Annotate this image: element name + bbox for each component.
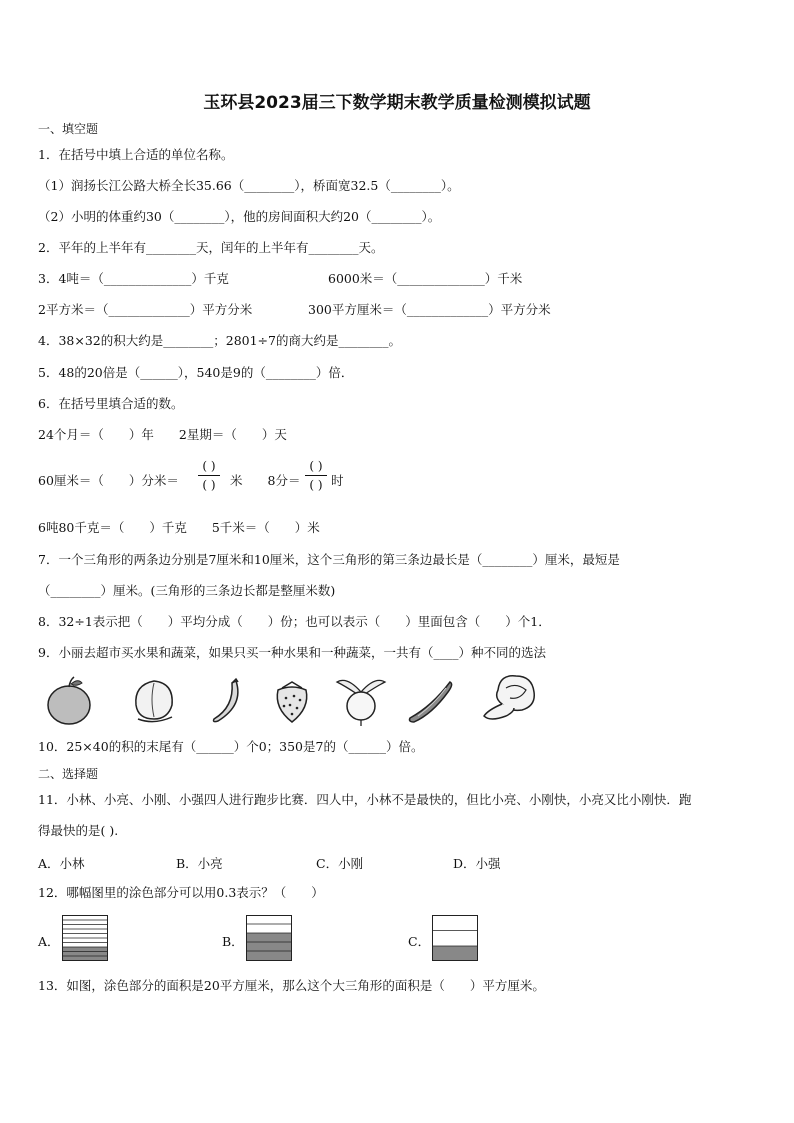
question-11-line2: 得最快的是( ). [38, 823, 119, 838]
fraction-numerator: ( ) [309, 459, 323, 473]
shaded-stripes-figure-a [62, 915, 108, 961]
question-9: 9．小丽去超市买水果和蔬菜，如果只买一种水果和一种蔬菜，一共有（____）种不同的选法 [38, 645, 546, 660]
question-3b: 6000米＝（______________）千米 [328, 271, 523, 286]
question-6b-part1: 60厘米＝（ ）分米＝ [38, 473, 179, 488]
question-1: 1．在括号中填上合适的单位名称。 [38, 147, 234, 162]
option-b[interactable]: B． [222, 934, 244, 949]
option-a[interactable]: A． [38, 934, 60, 949]
strawberry-icon [272, 678, 312, 724]
radish-icon [333, 672, 389, 728]
option-c[interactable]: C． [408, 934, 431, 949]
cucumber-icon [404, 676, 456, 724]
question-5: 5．48的20倍是（______），540是9的（________）倍． [38, 365, 354, 380]
option-b[interactable]: B．小亮 [176, 856, 223, 871]
option-c[interactable]: C．小刚 [316, 856, 364, 871]
cabbage-icon [480, 670, 540, 726]
question-6a: 24个月＝（ ）年 2星期＝（ ）天 [38, 427, 287, 442]
question-7-line2: （________）厘米。(三角形的三条边长都是整厘米数) [38, 583, 336, 598]
question-6c: 6吨80千克＝（ ）千克 5千米＝（ ）米 [38, 520, 320, 535]
question-2: 2．平年的上半年有________天，闰年的上半年有________天。 [38, 240, 384, 255]
question-3a: 3．4吨＝（______________）千克 [38, 271, 229, 286]
fraction-numerator: ( ) [202, 459, 216, 473]
fraction-denominator: ( ) [202, 478, 216, 492]
section-fill-in: 一、填空题 [38, 122, 99, 136]
question-11-line1: 11．小林、小亮、小刚、小强四人进行跑步比赛．四人中，小林不是最快的，但比小亮、小刚快，小亮又比小刚快．跑 [38, 792, 692, 807]
question-1-part-2: （2）小明的体重约30（________），他的房间面积大约20（________）。 [38, 209, 441, 224]
banana-icon [208, 677, 246, 727]
question-3c: 2平方米＝（_____________）平方分米 [38, 302, 253, 317]
question-7-line1: 7．一个三角形的两条边分别是7厘米和10厘米，这个三角形的第三条边最长是（________）厘米，最短是 [38, 552, 620, 567]
question-8: 8．32÷1表示把（ ）平均分成（ ）份；也可以表示（ ）里面包含（ ）个1． [38, 614, 551, 629]
shaded-stripes-figure-c [432, 915, 478, 961]
question-10: 10．25×40的积的末尾有（______）个0；350是7的（______）倍。 [38, 739, 424, 754]
option-a[interactable]: A．小林 [38, 856, 85, 871]
shaded-stripes-figure-b [246, 915, 292, 961]
question-3d: 300平方厘米＝（_____________）平方分米 [308, 302, 551, 317]
fraction-bar [305, 475, 327, 476]
fraction-blank-2 [305, 459, 327, 492]
peach-icon [128, 675, 180, 725]
section-multiple-choice: 二、选择题 [38, 767, 99, 781]
page-title: 玉环县2023届三下数学期末教学质量检测模拟试题 [203, 93, 591, 113]
question-4: 4．38×32的积大约是________；2801÷7的商大约是________。 [38, 333, 401, 348]
question-6b-part2: 米 8分＝ [230, 473, 301, 488]
question-6: 6．在括号里填合适的数。 [38, 396, 184, 411]
fraction-blank-1 [198, 459, 220, 492]
option-d[interactable]: D．小强 [453, 856, 501, 871]
fraction-denominator: ( ) [309, 478, 323, 492]
question-1-part-1: （1）润扬长江公路大桥全长35.66（________），桥面宽32.5（________）。 [38, 178, 460, 193]
question-13: 13．如图，涂色部分的面积是20平方厘米，那么这个大三角形的面积是（ ）平方厘米。 [38, 978, 545, 993]
question-6b-part3: 时 [331, 473, 344, 488]
apple-icon [44, 675, 94, 727]
fraction-bar [198, 475, 220, 476]
question-12: 12．哪幅图里的涂色部分可以用0.3表示？（ ） [38, 885, 324, 900]
